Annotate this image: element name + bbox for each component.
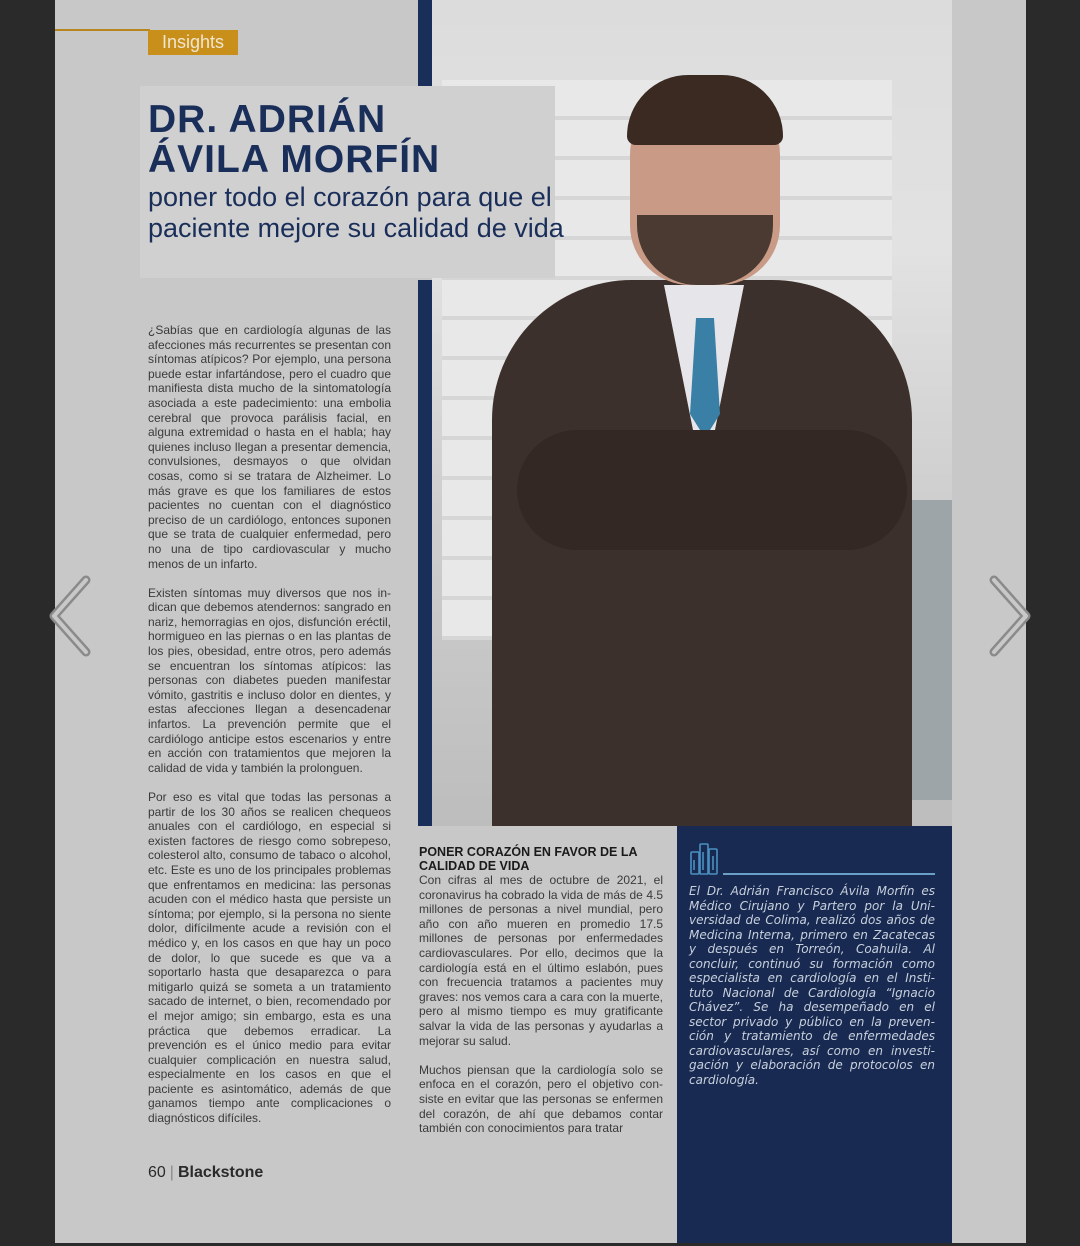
accent-bar-top	[418, 0, 432, 86]
title-line-1: DR. ADRIÁN	[148, 98, 387, 141]
paragraph: ¿Sabías que en cardiología algunas de las afecciones más recurrentes se presentan con síntomas atípicos? Por ejemplo, una persona puede estar infartándose, pero el cuadro que manifiesta dista mucho de la sintomatología asociada a este padecimiento: una embolia cerebral que provoca parálisis facial, en alguna extremidad o hasta en el habla; hay quienes incluso llegan a presentar demencia, convulsiones, desmayos o que olvidan cosas, como si se tratara de Alzheimer. Lo más grave es que los familiares de estos pacientes no cuentan con el diagnóstico preciso de un cardiólogo, entonces suponen que se trata de cualquier enfermedad, pero no una de tipo cardiovascular y mucho menos de un infarto.	[148, 323, 391, 571]
section-tag: Insights	[148, 30, 238, 55]
divider	[723, 873, 935, 875]
paragraph: Muchos piensan que la cardiología solo se enfoca en el corazón, pero el objetivo consiste en evitar que las personas se enfermen del corazón, de ahí que debamos contar también con conocimientos para tratar	[419, 1062, 663, 1136]
article-title	[148, 100, 440, 180]
chevron-left-icon[interactable]	[48, 572, 96, 660]
article-subtitle: poner todo el corazón para que el paciente mejore su calidad de vida	[148, 182, 564, 243]
page-number: 60	[148, 1164, 166, 1181]
bio-box	[677, 826, 952, 1243]
chevron-right-icon[interactable]	[984, 572, 1032, 660]
section-accent-line	[55, 29, 150, 31]
footer-separator: |	[169, 1164, 174, 1181]
magazine-page	[55, 0, 1026, 1243]
paragraph: Por eso es vital que todas las personas a partir de los 30 años se realicen chequeos anuales con el cardiólogo, en especial si existen factores de riesgo como sobrepeso, colesterol alto, consumo de tabaco o alcohol, etc. Este es uno de los principales problemas que enfrentamos en medicina: las personas acuden con el médico hasta que persiste un síntoma; por ejemplo, si la persona no siente dolor, difícilmente acude a revisión con el médico y, en los casos en que hay un poco de dolor, lo que sucede es que va a soportarlo hasta que desaparezca o para mitigarlo quizá se someta a un tratamiento sacado de internet, o bien, recomendado por el mejor amigo; sin embargo, esta es una práctica que debemos erradicar. La prevención es el único medio para evitar cualquier complicación en nuestra salud, especialmente en los casos en que el paciente es asintomático, además de que ganamos tiempo ante complicaciones o diagnósticos difíciles.	[148, 790, 391, 1126]
middle-column	[419, 845, 663, 1150]
publication-name: Blackstone	[177, 1164, 264, 1181]
paragraph: Existen síntomas muy diversos que nos indican que debemos atendernos: sangrado en nariz, hemorragias en ojos, disfunción eréctil, hormigueo en las piernas o en las plantas de los pies, obesidad, entre otros, pero además se encuentran los síntomas atípicos: las personas con diabetes pueden manifestar vómito, gastritis e incluso dolor en dientes, y estas afecciones llegan a desencadenar infartos. La prevención permite que el cardiólogo anticipe estos escenarios y entre en acción con tratamientos que mejoren la calidad de vida y también la prolonguen.	[148, 585, 391, 775]
books-icon	[689, 842, 719, 876]
accent-bar-bottom	[418, 280, 432, 826]
page-footer	[148, 1164, 263, 1182]
left-column	[148, 323, 391, 1140]
section-subheading: PONER CORAZÓN EN FAVOR DE LA CALIDAD DE VIDA	[419, 845, 638, 873]
paragraph: Con cifras al mes de octubre de 2021, el coronavirus ha cobrado la vida de más de 4.5 millones de personas a nivel mundial, pero año con año mueren en promedio 17.5 millones de personas por enfermedades cardiovasculares. Por ello, decimos que la cardiología está en el último eslabón, pues con frecuencia tratamos a pacientes muy graves: nos vemos cara a cara con la muerte, pero al mismo tiempo es muy gratificante salvar la vida de las personas y ayudarlas a mejorar su salud.	[419, 873, 663, 1048]
title-line-2: ÁVILA MORFÍN	[148, 138, 441, 181]
bio-text: El Dr. Adrián Francisco Ávila Morfín es Médico Cirujano y Partero por la Universidad de Colima, realizó dos años de Medicina Interna, primero en Zacatecas y después en Torreón, Coahuila. Al concluir, continuó su formación como especialista en cardiología en el Instituto Nacional de Cardiología “Ignacio Chávez”. Se ha desempeñado en el sector privado y público en la prevención y tratamiento de enfermedades cardiovasculares, así como en investigación y elaboración de protocolos en cardiología.	[689, 884, 935, 1087]
